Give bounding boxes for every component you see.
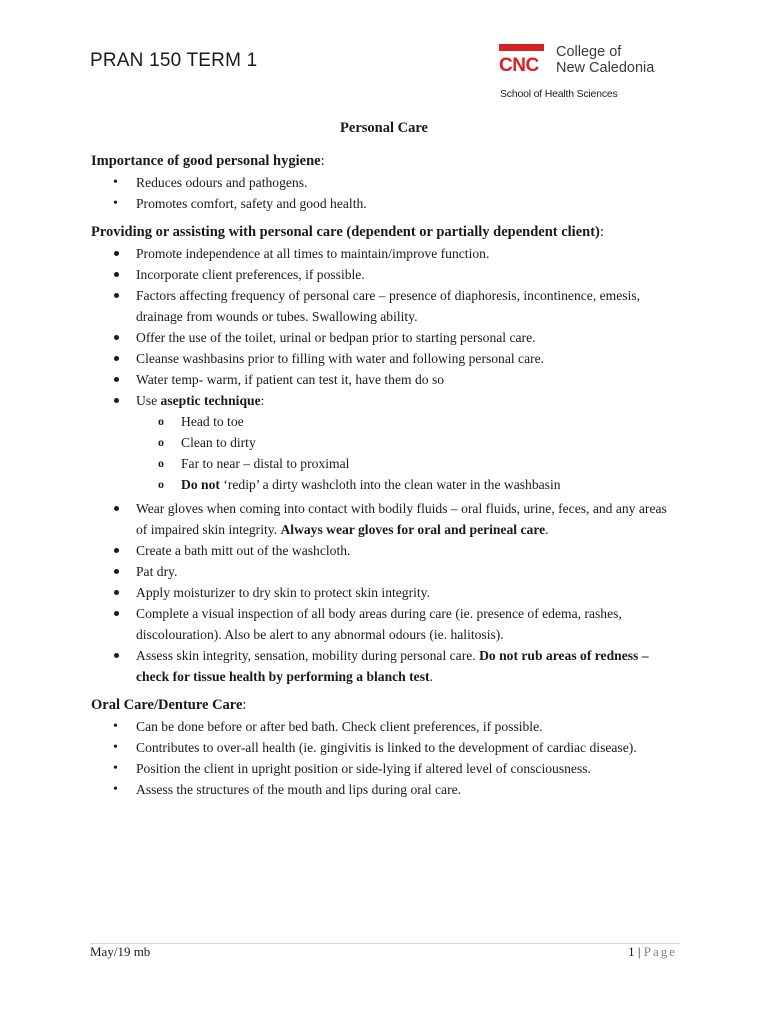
course-title: PRAN 150 TERM 1 bbox=[90, 50, 258, 71]
providing-list bbox=[91, 243, 681, 687]
heading-colon: : bbox=[320, 153, 325, 169]
redip-text: ‘redip’ a dirty washcloth into the clean water in the washbasin bbox=[219, 477, 561, 492]
oral-list bbox=[91, 716, 681, 800]
aseptic-bold: aseptic technique bbox=[160, 393, 261, 408]
heading-text: Oral Care/Denture Care bbox=[91, 697, 243, 713]
list-item: • Assess the structures of the mouth and lips during oral care. bbox=[91, 779, 681, 800]
list-item: Apply moisturizer to dry skin to protect skin integrity. bbox=[91, 582, 681, 603]
hygiene-list bbox=[91, 172, 681, 214]
list-item: • Contributes to over-all health (ie. gingivitis is linked to the development of cardiac disease). bbox=[91, 737, 681, 758]
gloves-end: . bbox=[545, 522, 549, 537]
list-item-aseptic bbox=[91, 390, 681, 495]
heading-colon: : bbox=[599, 224, 604, 240]
assess-bold: Do not rub areas of redness – check for tissue health by performing a blanch test bbox=[136, 648, 649, 684]
page-num: 1 bbox=[628, 944, 635, 959]
page-sep: | bbox=[634, 944, 644, 959]
list-item: Water temp- warm, if patient can test it, have them do so bbox=[91, 369, 681, 390]
assess-text: Assess skin integrity, sensation, mobility during personal care. bbox=[136, 648, 480, 663]
footer-date: May/19 mb bbox=[90, 944, 151, 959]
heading-text: Importance of good personal hygiene bbox=[91, 153, 321, 169]
list-item: Incorporate client preferences, if possible. bbox=[91, 264, 681, 285]
logo-name-line2: New Caledonia bbox=[556, 60, 655, 76]
list-item: • Reduces odours and pathogens. bbox=[91, 172, 681, 193]
heading-text: Providing or assisting with personal care (dependent or partially dependent client) bbox=[91, 224, 600, 240]
logo-abbr: CNC bbox=[499, 55, 539, 76]
aseptic-prefix: Use bbox=[136, 393, 161, 408]
do-not-bold: Do not bbox=[181, 477, 220, 492]
aseptic-sublist bbox=[136, 411, 681, 495]
logo-red-bar bbox=[499, 44, 544, 51]
assess-end: . bbox=[429, 669, 433, 684]
list-item: Factors affecting frequency of personal care – presence of diaphoresis, incontinence, emesis, drainage from wounds or tubes. Swallowing ability. bbox=[91, 285, 681, 327]
cnc-logo bbox=[499, 44, 679, 104]
footer-divider bbox=[90, 943, 680, 944]
logo-name-line1: College of bbox=[556, 44, 622, 60]
list-item: Create a bath mitt out of the washcloth. bbox=[91, 540, 681, 561]
list-item: Cleanse washbasins prior to filling with water and following personal care. bbox=[91, 348, 681, 369]
list-item: Promote independence at all times to maintain/improve function. bbox=[91, 243, 681, 264]
sub-list-item: o Far to near – distal to proximal bbox=[136, 453, 681, 474]
list-item: • Position the client in upright position or side-lying if altered level of consciousness. bbox=[91, 758, 681, 779]
aseptic-suffix: : bbox=[260, 393, 265, 408]
page-title: Personal Care bbox=[340, 120, 428, 136]
page-label: Page bbox=[643, 944, 677, 959]
section-heading-hygiene bbox=[91, 152, 681, 171]
section-heading-oral bbox=[91, 696, 681, 715]
gloves-text: Wear gloves when coming into contact with bodily fluids – oral fluids, urine, feces, and any areas of impaired skin integrity. bbox=[136, 501, 667, 537]
list-item-gloves bbox=[91, 498, 681, 540]
gloves-bold: Always wear gloves for oral and perineal care bbox=[280, 522, 546, 537]
document-body bbox=[91, 152, 681, 809]
list-item: Offer the use of the toilet, urinal or bedpan prior to starting personal care. bbox=[91, 327, 681, 348]
logo-school-name: School of Health Sciences bbox=[500, 88, 618, 100]
list-item: • Can be done before or after bed bath. Check client preferences, if possible. bbox=[91, 716, 681, 737]
list-item: • Promotes comfort, safety and good health. bbox=[91, 193, 681, 214]
sub-list-item: o Head to toe bbox=[136, 411, 681, 432]
list-item-assess bbox=[91, 645, 681, 687]
heading-colon: : bbox=[242, 697, 247, 713]
logo-college-name bbox=[556, 44, 654, 76]
sub-list-item bbox=[136, 474, 681, 495]
list-item: Complete a visual inspection of all body areas during care (ie. presence of edema, rashes, discolouration). Also be alert to any abnormal odours (ie. halitosis). bbox=[91, 603, 681, 645]
sub-list-item: o Clean to dirty bbox=[136, 432, 681, 453]
footer-page-number bbox=[628, 944, 677, 960]
list-item: Pat dry. bbox=[91, 561, 681, 582]
section-heading-providing bbox=[91, 223, 681, 242]
